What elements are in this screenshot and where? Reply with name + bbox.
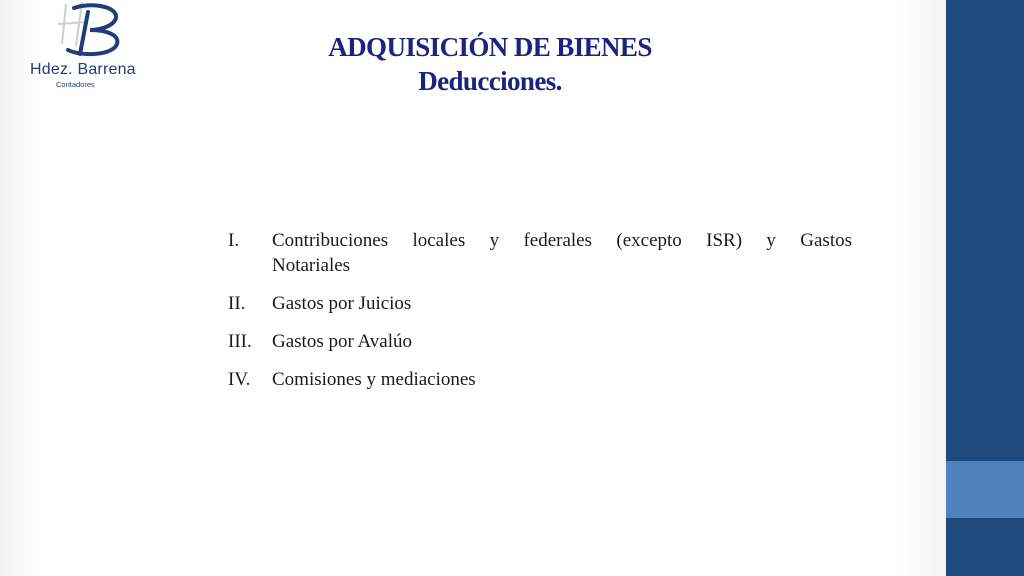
list-item [228,228,852,278]
list-item-number: II. [228,293,246,314]
list-item-number: I. [228,230,240,251]
list-item-text: Gastos por Juicios [272,293,412,314]
company-logo [30,0,140,92]
side-bar-accent [946,461,1024,518]
title-line-1: ADQUISICIÓN DE BIENES [328,32,652,62]
list-item-number: IV. [228,369,251,390]
slide-title [250,30,730,98]
title-line-2: Deducciones. [418,66,562,96]
list-item-number: III. [228,331,252,352]
logo-subtitle: Contadores [56,80,95,89]
list-item [228,291,852,316]
list-item-text: Gastos por Avalúo [272,331,413,352]
list-item [228,367,852,392]
list-item-text: Comisiones y mediaciones [272,369,476,390]
list-item [228,329,852,354]
list-item-text: Contribuciones locales y federales (excepto ISR) y Gastos Notariales [272,230,852,276]
logo-name: Hdez. Barrena [30,61,136,78]
logo-mark-icon [30,0,140,62]
deductions-list [228,228,852,405]
